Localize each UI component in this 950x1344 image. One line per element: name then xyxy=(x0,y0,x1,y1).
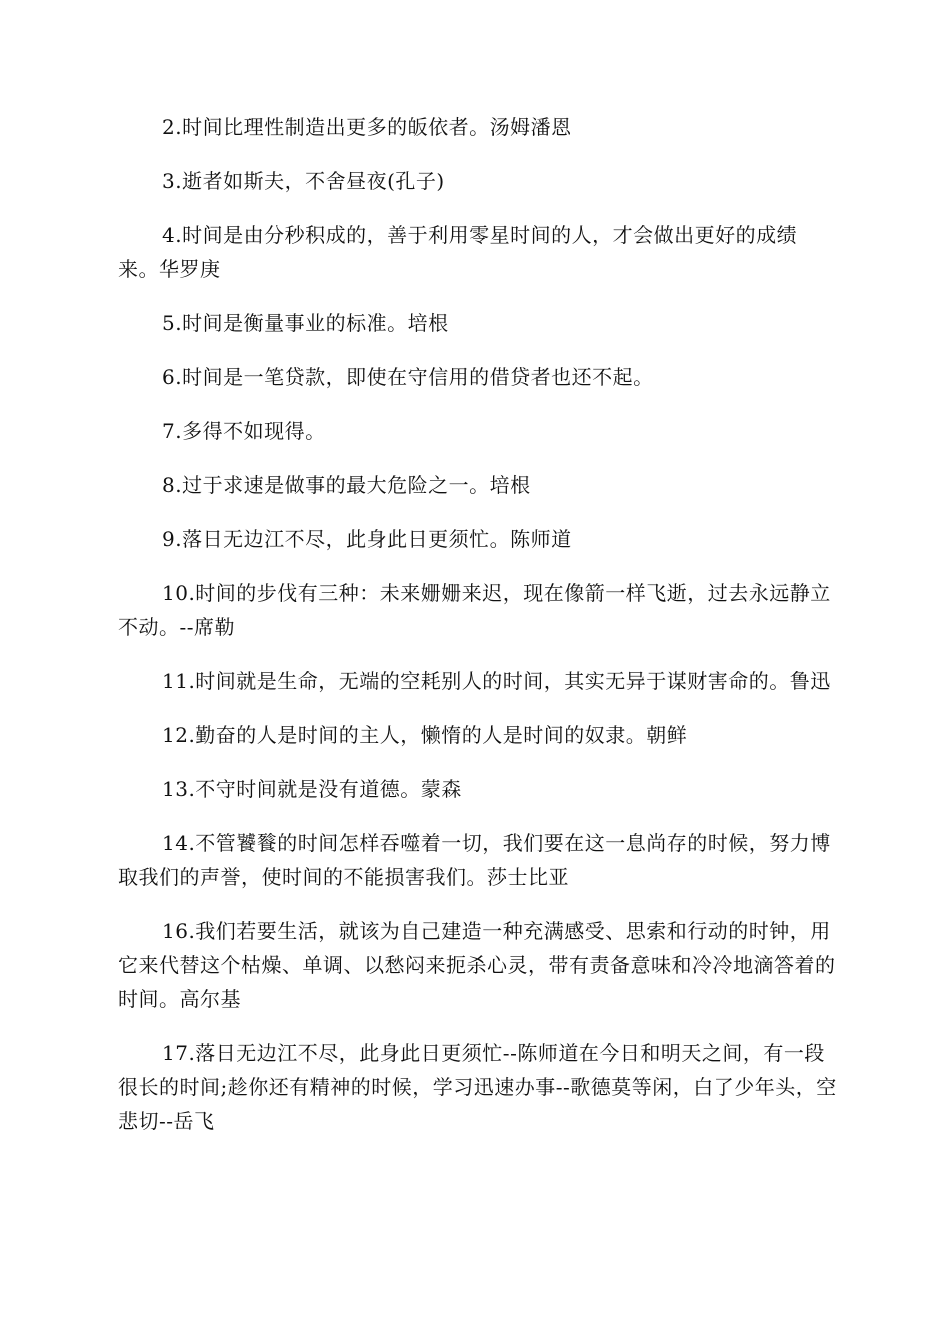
quote-paragraph: 3.逝者如斯夫，不舍昼夜(孔子) xyxy=(162,169,445,193)
quote-paragraph: 2.时间比理性制造出更多的皈依者。汤姆潘恩 xyxy=(162,115,572,139)
quote-paragraph: 14.不管饕餮的时间怎样吞噬着一切，我们要在这一息尚存的时候，努力博取我们的声誉，使时间的不能损害我们。莎士比亚 xyxy=(118,831,831,889)
quote-paragraph: 4.时间是由分秒积成的，善于利用零星时间的人，才会做出更好的成绩来。华罗庚 xyxy=(118,223,798,281)
document-body xyxy=(118,110,838,1158)
quote-paragraph: 12.勤奋的人是时间的主人，懒惰的人是时间的奴隶。朝鲜 xyxy=(162,723,688,747)
quote-paragraph: 10.时间的步伐有三种：未来姗姗来迟，现在像箭一样飞逝，过去永远静立不动。--席勒 xyxy=(118,581,831,639)
quote-paragraph: 6.时间是一笔贷款，即使在守信用的借贷者也还不起。 xyxy=(162,365,654,389)
quote-paragraph: 16.我们若要生活，就该为自己建造一种充满感受、思索和行动的时钟，用它来代替这个枯燥、单调、以愁闷来扼杀心灵，带有责备意味和冷冷地滴答着的时间。高尔基 xyxy=(118,919,836,1011)
quote-paragraph: 17.落日无边江不尽，此身此日更须忙--陈师道在今日和明天之间，有一段很长的时间;趁你还有精神的时候，学习迅速办事--歌德莫等闲，白了少年头，空悲切--岳飞 xyxy=(118,1041,837,1133)
quote-paragraph: 9.落日无边江不尽，此身此日更须忙。陈师道 xyxy=(162,527,572,551)
quote-paragraph: 7.多得不如现得。 xyxy=(162,419,326,443)
quote-paragraph: 8.过于求速是做事的最大危险之一。培根 xyxy=(162,473,531,497)
quote-paragraph: 5.时间是衡量事业的标准。培根 xyxy=(162,311,449,335)
quote-paragraph: 13.不守时间就是没有道德。蒙森 xyxy=(162,777,462,801)
quote-paragraph: 11.时间就是生命，无端的空耗别人的时间，其实无异于谋财害命的。鲁迅 xyxy=(162,669,831,693)
